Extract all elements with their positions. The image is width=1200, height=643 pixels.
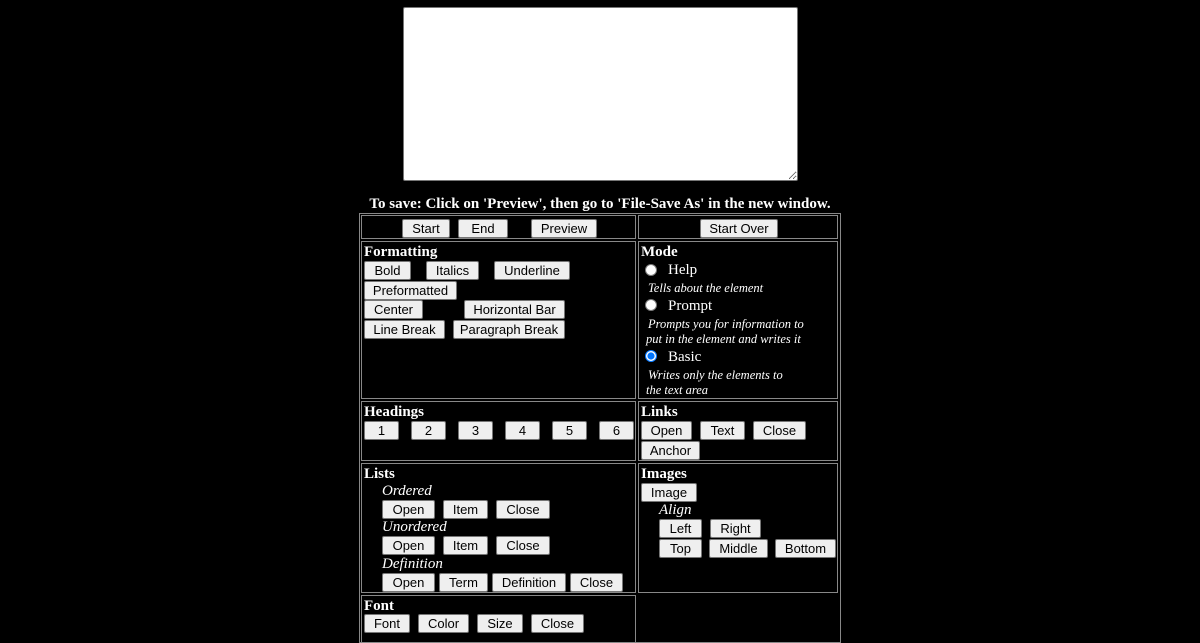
- link-open-button[interactable]: Open: [641, 421, 692, 440]
- center-button[interactable]: Center: [364, 300, 423, 319]
- start-over-button[interactable]: Start Over: [700, 219, 778, 238]
- preview-button[interactable]: Preview: [531, 219, 597, 238]
- prompt-mode-radio[interactable]: [645, 299, 657, 311]
- align-bottom-button[interactable]: Bottom: [775, 539, 836, 558]
- heading-6-button[interactable]: 6: [599, 421, 634, 440]
- unordered-list-label: Unordered: [382, 519, 447, 535]
- basic-mode-description-line-2: the text area: [646, 383, 709, 397]
- image-button[interactable]: Image: [641, 483, 697, 502]
- html-editor-textarea[interactable]: [403, 7, 798, 181]
- help-mode-label: Help: [668, 262, 698, 278]
- basic-mode-description-line-1: Writes only the elements to: [648, 368, 783, 382]
- definition-term-button[interactable]: Term: [439, 573, 488, 592]
- paragraph-break-button[interactable]: Paragraph Break: [453, 320, 565, 339]
- heading-3-button[interactable]: 3: [458, 421, 493, 440]
- font-size-button[interactable]: Size: [477, 614, 523, 633]
- images-title: Images: [641, 466, 687, 482]
- prompt-mode-label: Prompt: [668, 298, 713, 314]
- align-right-button[interactable]: Right: [710, 519, 761, 538]
- unordered-open-button[interactable]: Open: [382, 536, 435, 555]
- unordered-close-button[interactable]: Close: [496, 536, 550, 555]
- save-instructions: To save: Click on 'Preview', then go to 'File-Save As' in the new window.: [369, 196, 831, 212]
- start-button[interactable]: Start: [402, 219, 450, 238]
- font-close-button[interactable]: Close: [531, 614, 584, 633]
- lists-title: Lists: [364, 466, 395, 482]
- heading-1-button[interactable]: 1: [364, 421, 399, 440]
- prompt-mode-description-line-2: put in the element and writes it: [646, 332, 801, 346]
- prompt-mode-description-line-1: Prompts you for information to: [648, 317, 804, 331]
- definition-close-button[interactable]: Close: [570, 573, 623, 592]
- preformatted-button[interactable]: Preformatted: [364, 281, 457, 300]
- ordered-item-button[interactable]: Item: [443, 500, 488, 519]
- headings-title: Headings: [364, 404, 425, 420]
- heading-5-button[interactable]: 5: [552, 421, 587, 440]
- align-middle-button[interactable]: Middle: [709, 539, 768, 558]
- end-button[interactable]: End: [458, 219, 508, 238]
- font-color-button[interactable]: Color: [418, 614, 469, 633]
- definition-list-label: Definition: [382, 556, 443, 572]
- image-align-label: Align: [659, 502, 692, 518]
- ordered-open-button[interactable]: Open: [382, 500, 435, 519]
- help-mode-radio[interactable]: [645, 264, 657, 276]
- unordered-item-button[interactable]: Item: [443, 536, 488, 555]
- heading-2-button[interactable]: 2: [411, 421, 446, 440]
- bold-button[interactable]: Bold: [364, 261, 411, 280]
- link-text-button[interactable]: Text: [700, 421, 745, 440]
- font-button[interactable]: Font: [364, 614, 410, 633]
- mode-title: Mode: [641, 244, 678, 260]
- basic-mode-label: Basic: [668, 349, 702, 365]
- italics-button[interactable]: Italics: [426, 261, 479, 280]
- formatting-title: Formatting: [364, 244, 438, 260]
- ordered-list-label: Ordered: [382, 483, 432, 499]
- font-title: Font: [364, 598, 394, 614]
- heading-4-button[interactable]: 4: [505, 421, 540, 440]
- line-break-button[interactable]: Line Break: [364, 320, 445, 339]
- link-anchor-button[interactable]: Anchor: [641, 441, 700, 460]
- ordered-close-button[interactable]: Close: [496, 500, 550, 519]
- link-close-button[interactable]: Close: [753, 421, 806, 440]
- basic-mode-radio[interactable]: [645, 350, 657, 362]
- align-top-button[interactable]: Top: [659, 539, 702, 558]
- align-left-button[interactable]: Left: [659, 519, 702, 538]
- definition-definition-button[interactable]: Definition: [492, 573, 566, 592]
- help-mode-description: Tells about the element: [648, 281, 764, 295]
- definition-open-button[interactable]: Open: [382, 573, 435, 592]
- horizontal-bar-button[interactable]: Horizontal Bar: [464, 300, 565, 319]
- links-title: Links: [641, 404, 678, 420]
- underline-button[interactable]: Underline: [494, 261, 570, 280]
